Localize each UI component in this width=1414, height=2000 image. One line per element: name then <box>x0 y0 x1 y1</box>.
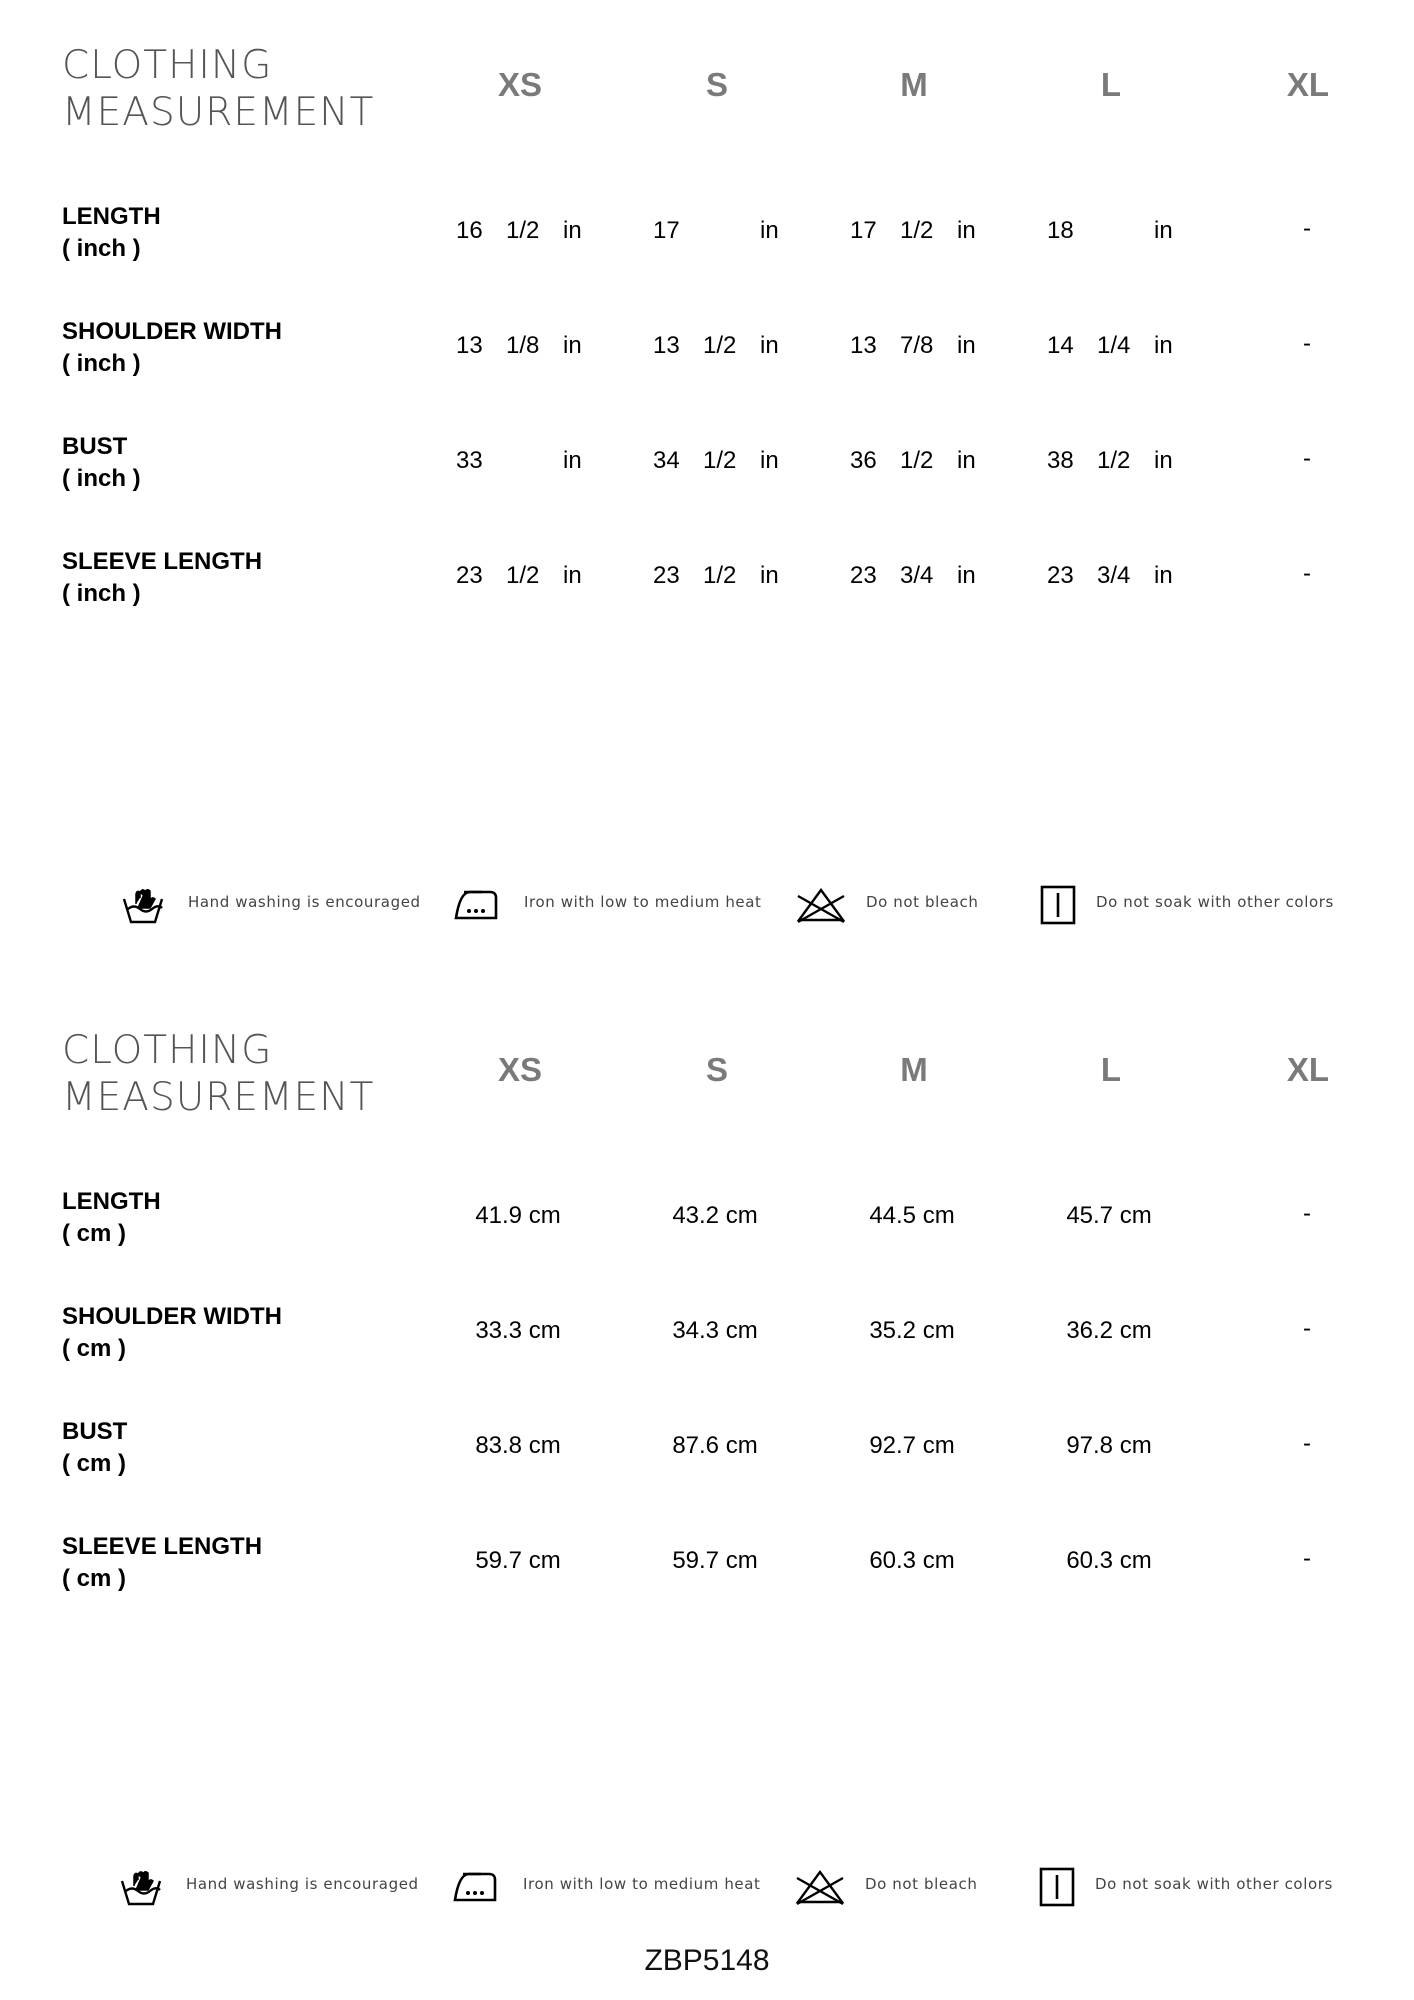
value-whole: 18 <box>1047 217 1074 244</box>
value-unit: in <box>760 562 779 589</box>
row-label <box>62 1186 161 1250</box>
row-label <box>62 431 141 495</box>
value-fraction: 3/4 <box>1097 562 1131 589</box>
row-label <box>62 316 282 380</box>
measurement-unit: ( inch ) <box>62 235 141 262</box>
value-fraction: 1/2 <box>1097 447 1131 474</box>
value-fraction: 1/2 <box>703 447 737 474</box>
value-whole: 13 <box>850 332 877 359</box>
value-fraction: 7/8 <box>900 332 934 359</box>
chart-title <box>62 42 374 136</box>
measurement-unit: ( inch ) <box>62 350 141 377</box>
value-fraction: 1/2 <box>900 447 934 474</box>
size-header-l: L <box>1100 66 1122 103</box>
value-fraction: 1/2 <box>703 562 737 589</box>
table-row <box>0 1531 1414 1611</box>
title-line-2: MEASUREMENT <box>62 1075 375 1120</box>
care-instructions <box>0 1862 1414 1912</box>
value-cell-l: 97.8 cm <box>1066 1432 1152 1459</box>
measurement-name: SLEEVE LENGTH <box>62 1533 263 1560</box>
size-header-xs: XS <box>497 1051 543 1088</box>
size-header-m: M <box>900 1051 928 1088</box>
value-whole: 23 <box>456 562 483 589</box>
measurement-name: SHOULDER WIDTH <box>62 318 282 345</box>
value-unit: in <box>957 217 976 244</box>
value-unit: in <box>1154 562 1173 589</box>
value-unit: in <box>1154 447 1173 474</box>
measurement-unit: ( inch ) <box>62 465 141 492</box>
value-cell-s: 43.2 cm <box>672 1202 758 1229</box>
row-label <box>62 1301 282 1365</box>
value-cell-s: 87.6 cm <box>672 1432 758 1459</box>
value-cell-xs: 41.9 cm <box>475 1202 561 1229</box>
value-cell-s: 59.7 cm <box>672 1547 758 1574</box>
value-unit: in <box>760 217 779 244</box>
row-label <box>62 201 161 265</box>
value-whole: 13 <box>653 332 680 359</box>
table-row <box>0 316 1414 396</box>
care-text: Do not bleach <box>865 1875 978 1893</box>
measurement-unit: ( inch ) <box>62 580 141 607</box>
value-whole: 23 <box>1047 562 1074 589</box>
value-cell-m: 60.3 cm <box>869 1547 955 1574</box>
value-whole: 23 <box>653 562 680 589</box>
care-text: Do not soak with other colors <box>1096 893 1334 911</box>
measurement-name: BUST <box>62 433 128 460</box>
size-header-xl: XL <box>1286 66 1330 103</box>
value-unit: in <box>563 332 582 359</box>
value-unit: in <box>1154 217 1173 244</box>
value-cell-xs: 83.8 cm <box>475 1432 561 1459</box>
value-cell-l: 45.7 cm <box>1066 1202 1152 1229</box>
row-label <box>62 1531 262 1595</box>
value-unit: in <box>957 332 976 359</box>
table-row <box>0 201 1414 281</box>
value-fraction: 3/4 <box>900 562 934 589</box>
row-label <box>62 546 262 610</box>
size-header-l: L <box>1100 1051 1122 1088</box>
value-cell-xl: - <box>1303 1430 1311 1457</box>
measurement-name: SHOULDER WIDTH <box>62 1303 282 1330</box>
value-whole: 38 <box>1047 447 1074 474</box>
table-row <box>0 1186 1414 1266</box>
value-whole: 23 <box>850 562 877 589</box>
care-instructions <box>0 880 1414 930</box>
title-line-2: MEASUREMENT <box>62 90 375 135</box>
care-text: Iron with low to medium heat <box>524 893 762 911</box>
measurement-name: LENGTH <box>62 1188 161 1215</box>
measurement-name: SLEEVE LENGTH <box>62 548 263 575</box>
value-unit: in <box>563 562 582 589</box>
value-unit: in <box>957 447 976 474</box>
value-whole: 34 <box>653 447 680 474</box>
value-fraction: 1/4 <box>1097 332 1131 359</box>
care-text: Iron with low to medium heat <box>523 1875 761 1893</box>
size-header-s: S <box>705 1051 728 1088</box>
table-row <box>0 1416 1414 1496</box>
value-unit: in <box>760 332 779 359</box>
care-text: Do not soak with other colors <box>1095 1875 1333 1893</box>
value-whole: 13 <box>456 332 483 359</box>
value-cell-l: 36.2 cm <box>1066 1317 1152 1344</box>
value-unit: in <box>760 447 779 474</box>
value-cell-xl: - <box>1303 1315 1311 1342</box>
value-cell-xl: - <box>1303 560 1311 587</box>
size-header-m: M <box>900 66 928 103</box>
value-fraction: 1/8 <box>506 332 540 359</box>
value-cell-xl: - <box>1303 1545 1311 1572</box>
care-text: Hand washing is encouraged <box>186 1875 419 1893</box>
value-whole: 17 <box>653 217 680 244</box>
value-cell-xl: - <box>1303 1200 1311 1227</box>
value-whole: 16 <box>456 217 483 244</box>
value-fraction: 1/2 <box>900 217 934 244</box>
value-fraction: 1/2 <box>703 332 737 359</box>
value-whole: 14 <box>1047 332 1074 359</box>
value-cell-m: 35.2 cm <box>869 1317 955 1344</box>
table-row <box>0 431 1414 511</box>
measurement-unit: ( cm ) <box>62 1220 127 1247</box>
title-line-1: CLOTHING <box>62 1028 273 1073</box>
value-unit: in <box>563 217 582 244</box>
value-whole: 36 <box>850 447 877 474</box>
value-cell-l: 60.3 cm <box>1066 1547 1152 1574</box>
measurement-unit: ( cm ) <box>62 1450 127 1477</box>
size-header-xs: XS <box>497 66 543 103</box>
row-label <box>62 1416 127 1480</box>
value-whole: 33 <box>456 447 483 474</box>
measurement-unit: ( cm ) <box>62 1565 127 1592</box>
value-cell-xs: 33.3 cm <box>475 1317 561 1344</box>
size-header-xl: XL <box>1286 1051 1330 1088</box>
table-row <box>0 1301 1414 1381</box>
value-unit: in <box>563 447 582 474</box>
value-cell-xl: - <box>1303 330 1311 357</box>
chart-title <box>62 1027 374 1121</box>
measurement-name: LENGTH <box>62 203 161 230</box>
value-cell-m: 44.5 cm <box>869 1202 955 1229</box>
value-whole: 17 <box>850 217 877 244</box>
value-cell-m: 92.7 cm <box>869 1432 955 1459</box>
measurement-name: BUST <box>62 1418 128 1445</box>
care-text: Hand washing is encouraged <box>188 893 421 911</box>
product-code: ZBP5148 <box>644 1944 770 1977</box>
value-unit: in <box>957 562 976 589</box>
care-text: Do not bleach <box>866 893 979 911</box>
value-cell-xl: - <box>1303 215 1311 242</box>
value-fraction: 1/2 <box>506 217 540 244</box>
title-line-1: CLOTHING <box>62 43 273 88</box>
value-fraction: 1/2 <box>506 562 540 589</box>
value-unit: in <box>1154 332 1173 359</box>
size-header-s: S <box>705 66 728 103</box>
measurement-unit: ( cm ) <box>62 1335 127 1362</box>
value-cell-s: 34.3 cm <box>672 1317 758 1344</box>
value-cell-xs: 59.7 cm <box>475 1547 561 1574</box>
value-cell-xl: - <box>1303 445 1311 472</box>
table-row <box>0 546 1414 626</box>
